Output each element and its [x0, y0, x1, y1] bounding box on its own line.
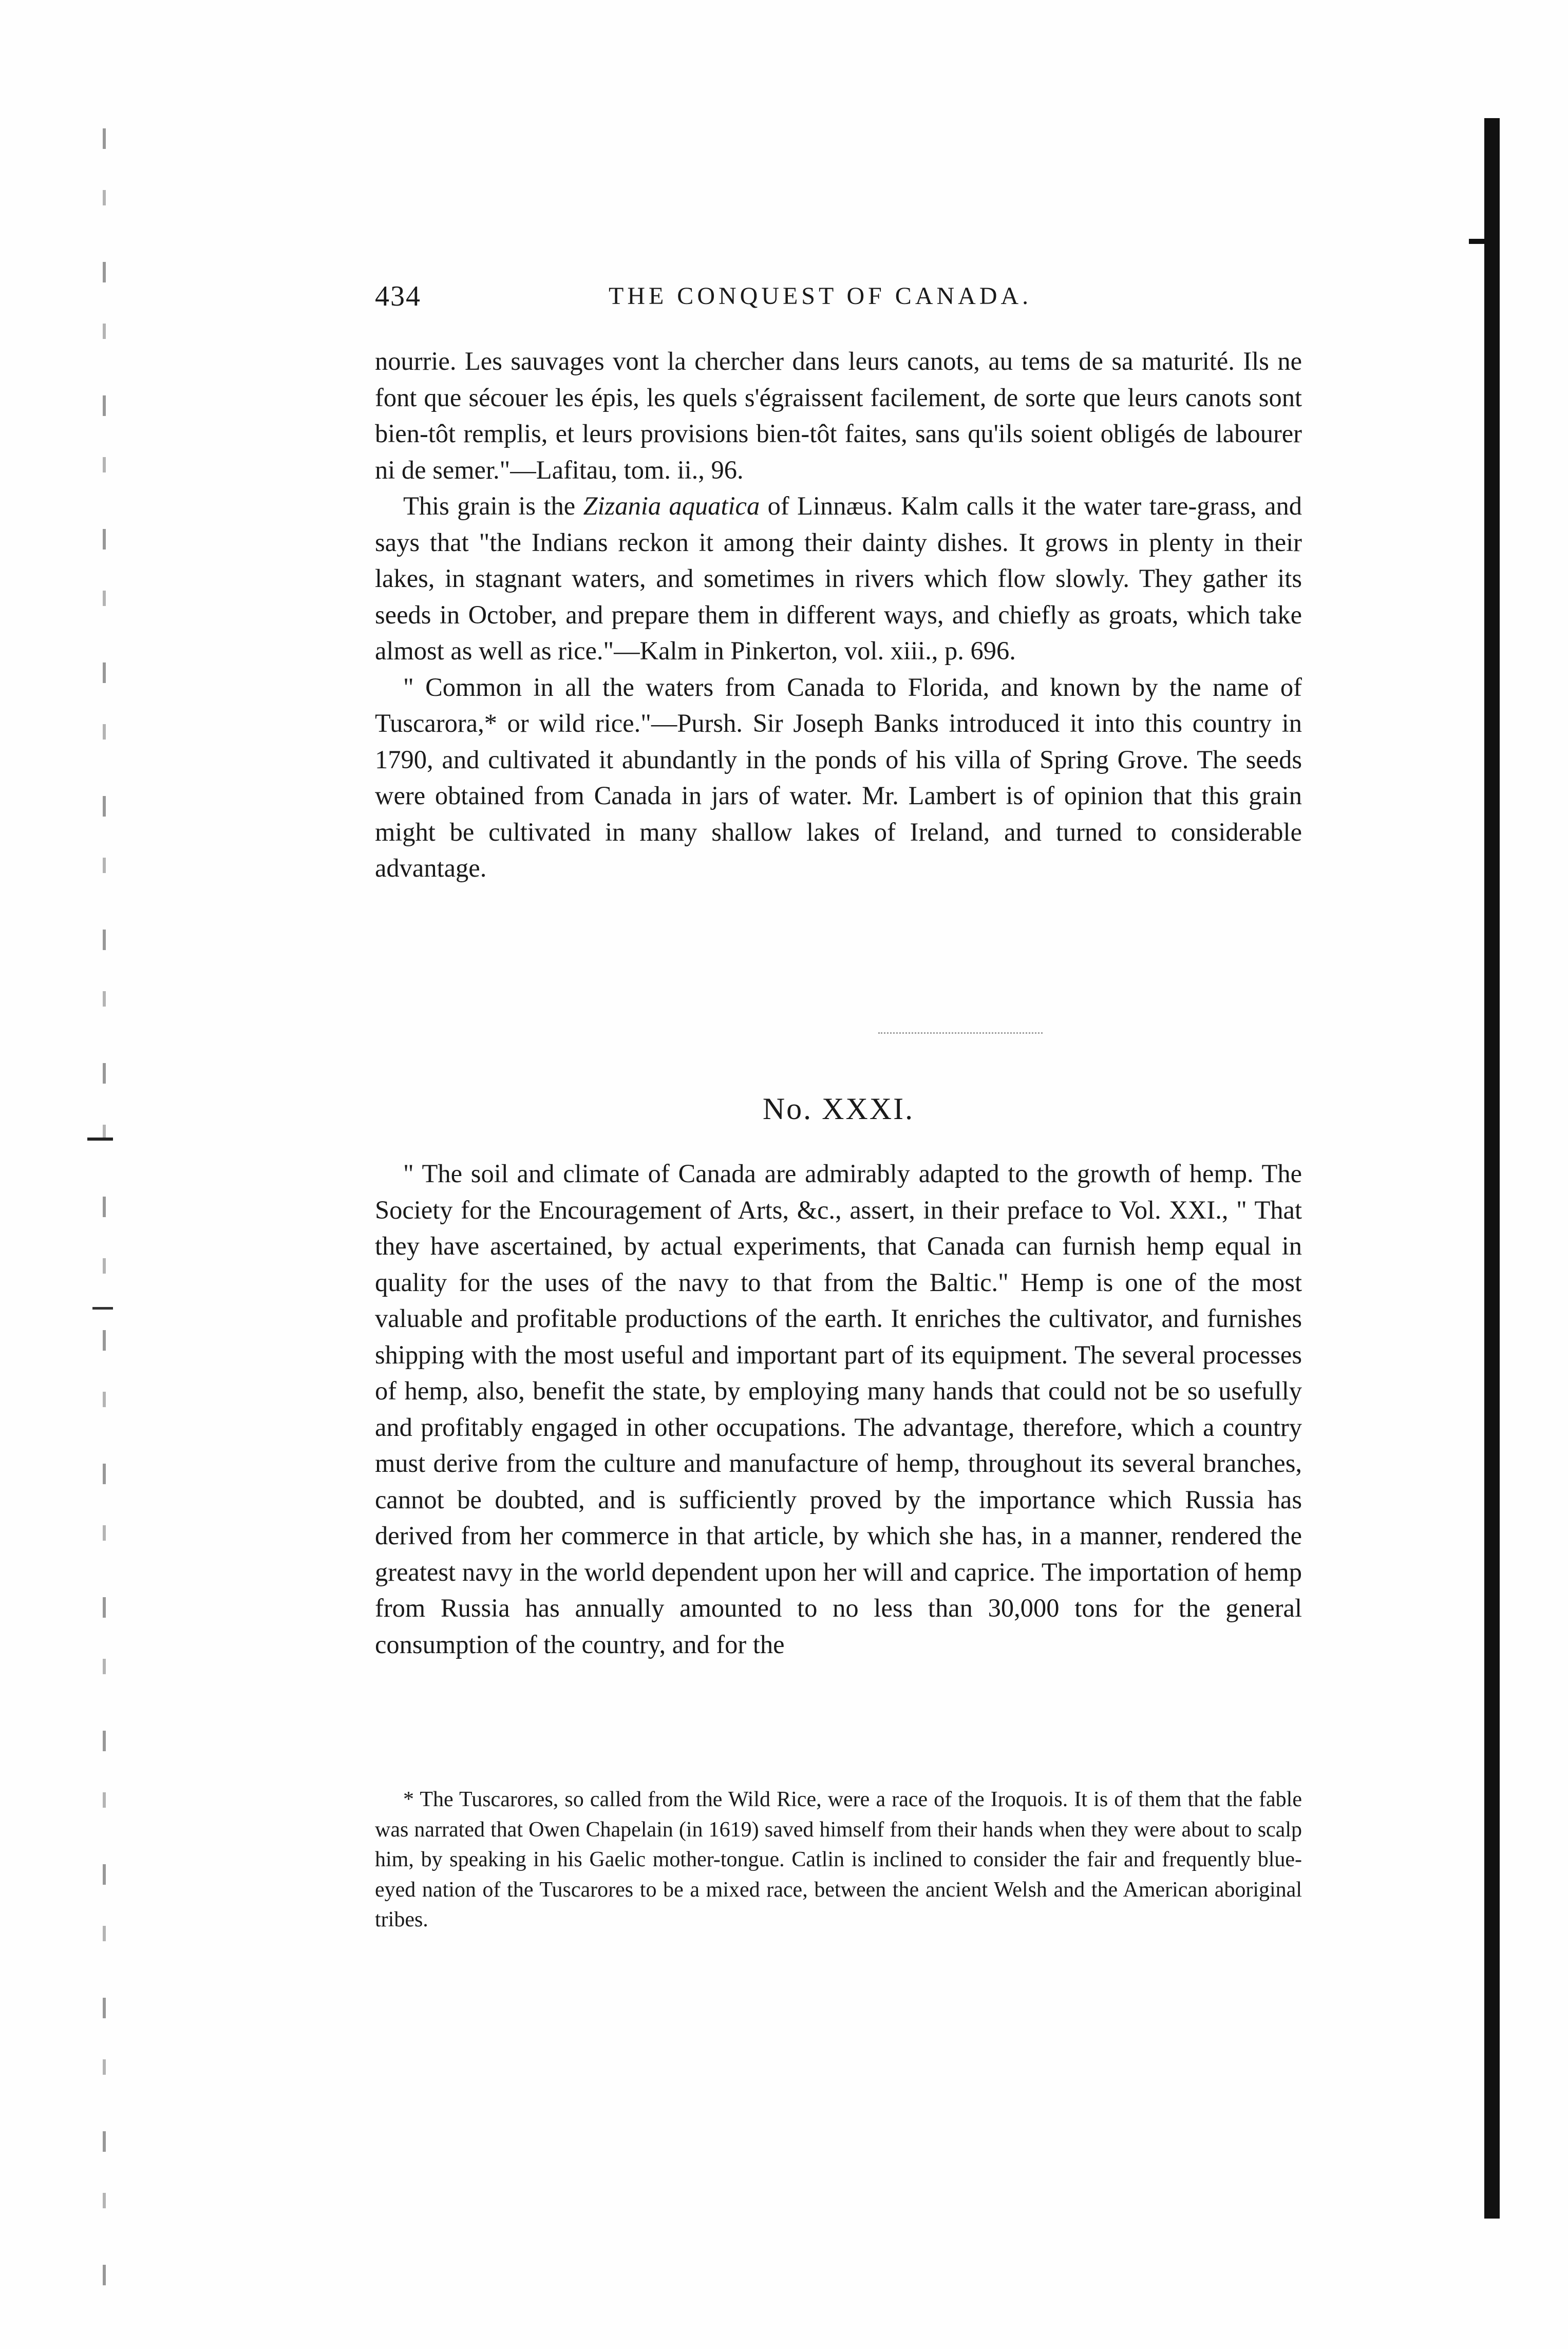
section-title: No. XXXI. [762, 1092, 915, 1126]
section-separator [878, 1032, 1043, 1034]
scan-right-border-notch [1469, 239, 1500, 244]
paragraph-lafitau-quote: nourrie. Les sauvages vont la chercher dans leurs canots, au tems de sa maturité. Ils ne font que sécouer les épis, les quels s'égraissent facilement, de sorte que leurs canots sont bien-tôt remplis, et leurs provisions bien-tôt faites, sans qu'ils soient obligés de labourer ni de semer."—Lafitau, tom. ii., 96. [375, 347, 1302, 484]
paragraph-hemp: " The soil and climate of Canada are admirably adapted to the growth of hemp. The Society for the Encouragement of Arts, &c., assert, in their preface to Vol. XXI., " That they have ascertained, by actual experiments, that Canada can furnish hemp equal in quality for the uses of the navy to that from the Baltic." Hemp is one of the most valuable and profitable productions of the earth. It enriches the cultivator, and furnishes shipping with the most useful and important part of its equipment. The several processes of hemp, also, benefit the state, by employing many hands that could not be so usefully and profitably engaged in other occupations. The advantage, therefore, which a country must derive from the culture and manufacture of hemp, throughout its several branches, cannot be doubted, and is sufficiently proved by the importance which Russia has derived from her commerce in that article, by which she has, in a manner, rendered the greatest navy in the world dependent upon her will and caprice. The importation of hemp from Russia has annually amounted to no less than 30,000 tons for the general consumption of the country, and for the [375, 1159, 1302, 1659]
paragraph-zizania [375, 488, 1302, 669]
species-name: Zizania aquatica [583, 491, 760, 520]
top-text-block [375, 343, 1302, 886]
main-text-block [375, 1155, 1302, 1662]
running-title: THE CONQUEST OF CANADA. [609, 282, 1032, 310]
paragraph-zizania-rest: of Linnæus. Kalm calls it the water tare-grass, and says that "the Indians reckon it among their dainty dishes. It grows in plenty in their lakes, in stagnant waters, and sometimes in rivers which flow slowly. They gather its seeds in October, and prepare them in different ways, and chiefly as groats, which take almost as well as rice."—Kalm in Pinkerton, vol. xiii., p. 696. [375, 491, 1302, 665]
running-head [375, 280, 1197, 316]
paragraph-zizania-lead: This grain is the [403, 491, 583, 520]
scan-right-border-bar [1484, 118, 1500, 2219]
scan-margin-mark [92, 1307, 113, 1310]
paragraph-pursh: " Common in all the waters from Canada to Florida, and known by the name of Tuscarora,* or wild rice."—Pursh. Sir Joseph Banks introduced it into this country in 1790, and cultivated it abundantly in the ponds of his villa of Spring Grove. The seeds were obtained from Canada in jars of water. Mr. Lambert is of opinion that this grain might be cultivated in many shallow lakes of Ireland, and turned to considerable advantage. [375, 672, 1302, 882]
footnote [375, 1785, 1302, 1935]
scan-margin-mark [87, 1138, 113, 1141]
page-number: 434 [375, 280, 421, 312]
scan-left-edge-artifact [103, 128, 106, 2285]
footnote-text: * The Tuscarores, so called from the Wild Rice, were a race of the Iroquois. It is of them that the fable was narrated that Owen Chapelain (in 1619) saved himself from their hands when they were about to scalp him, by speaking in his Gaelic mother-tongue. Catlin is inclined to consider the fair and frequently blue-eyed nation of the Tuscarores to be a mixed race, between the ancient Welsh and the American aboriginal tribes. [375, 1788, 1302, 1931]
